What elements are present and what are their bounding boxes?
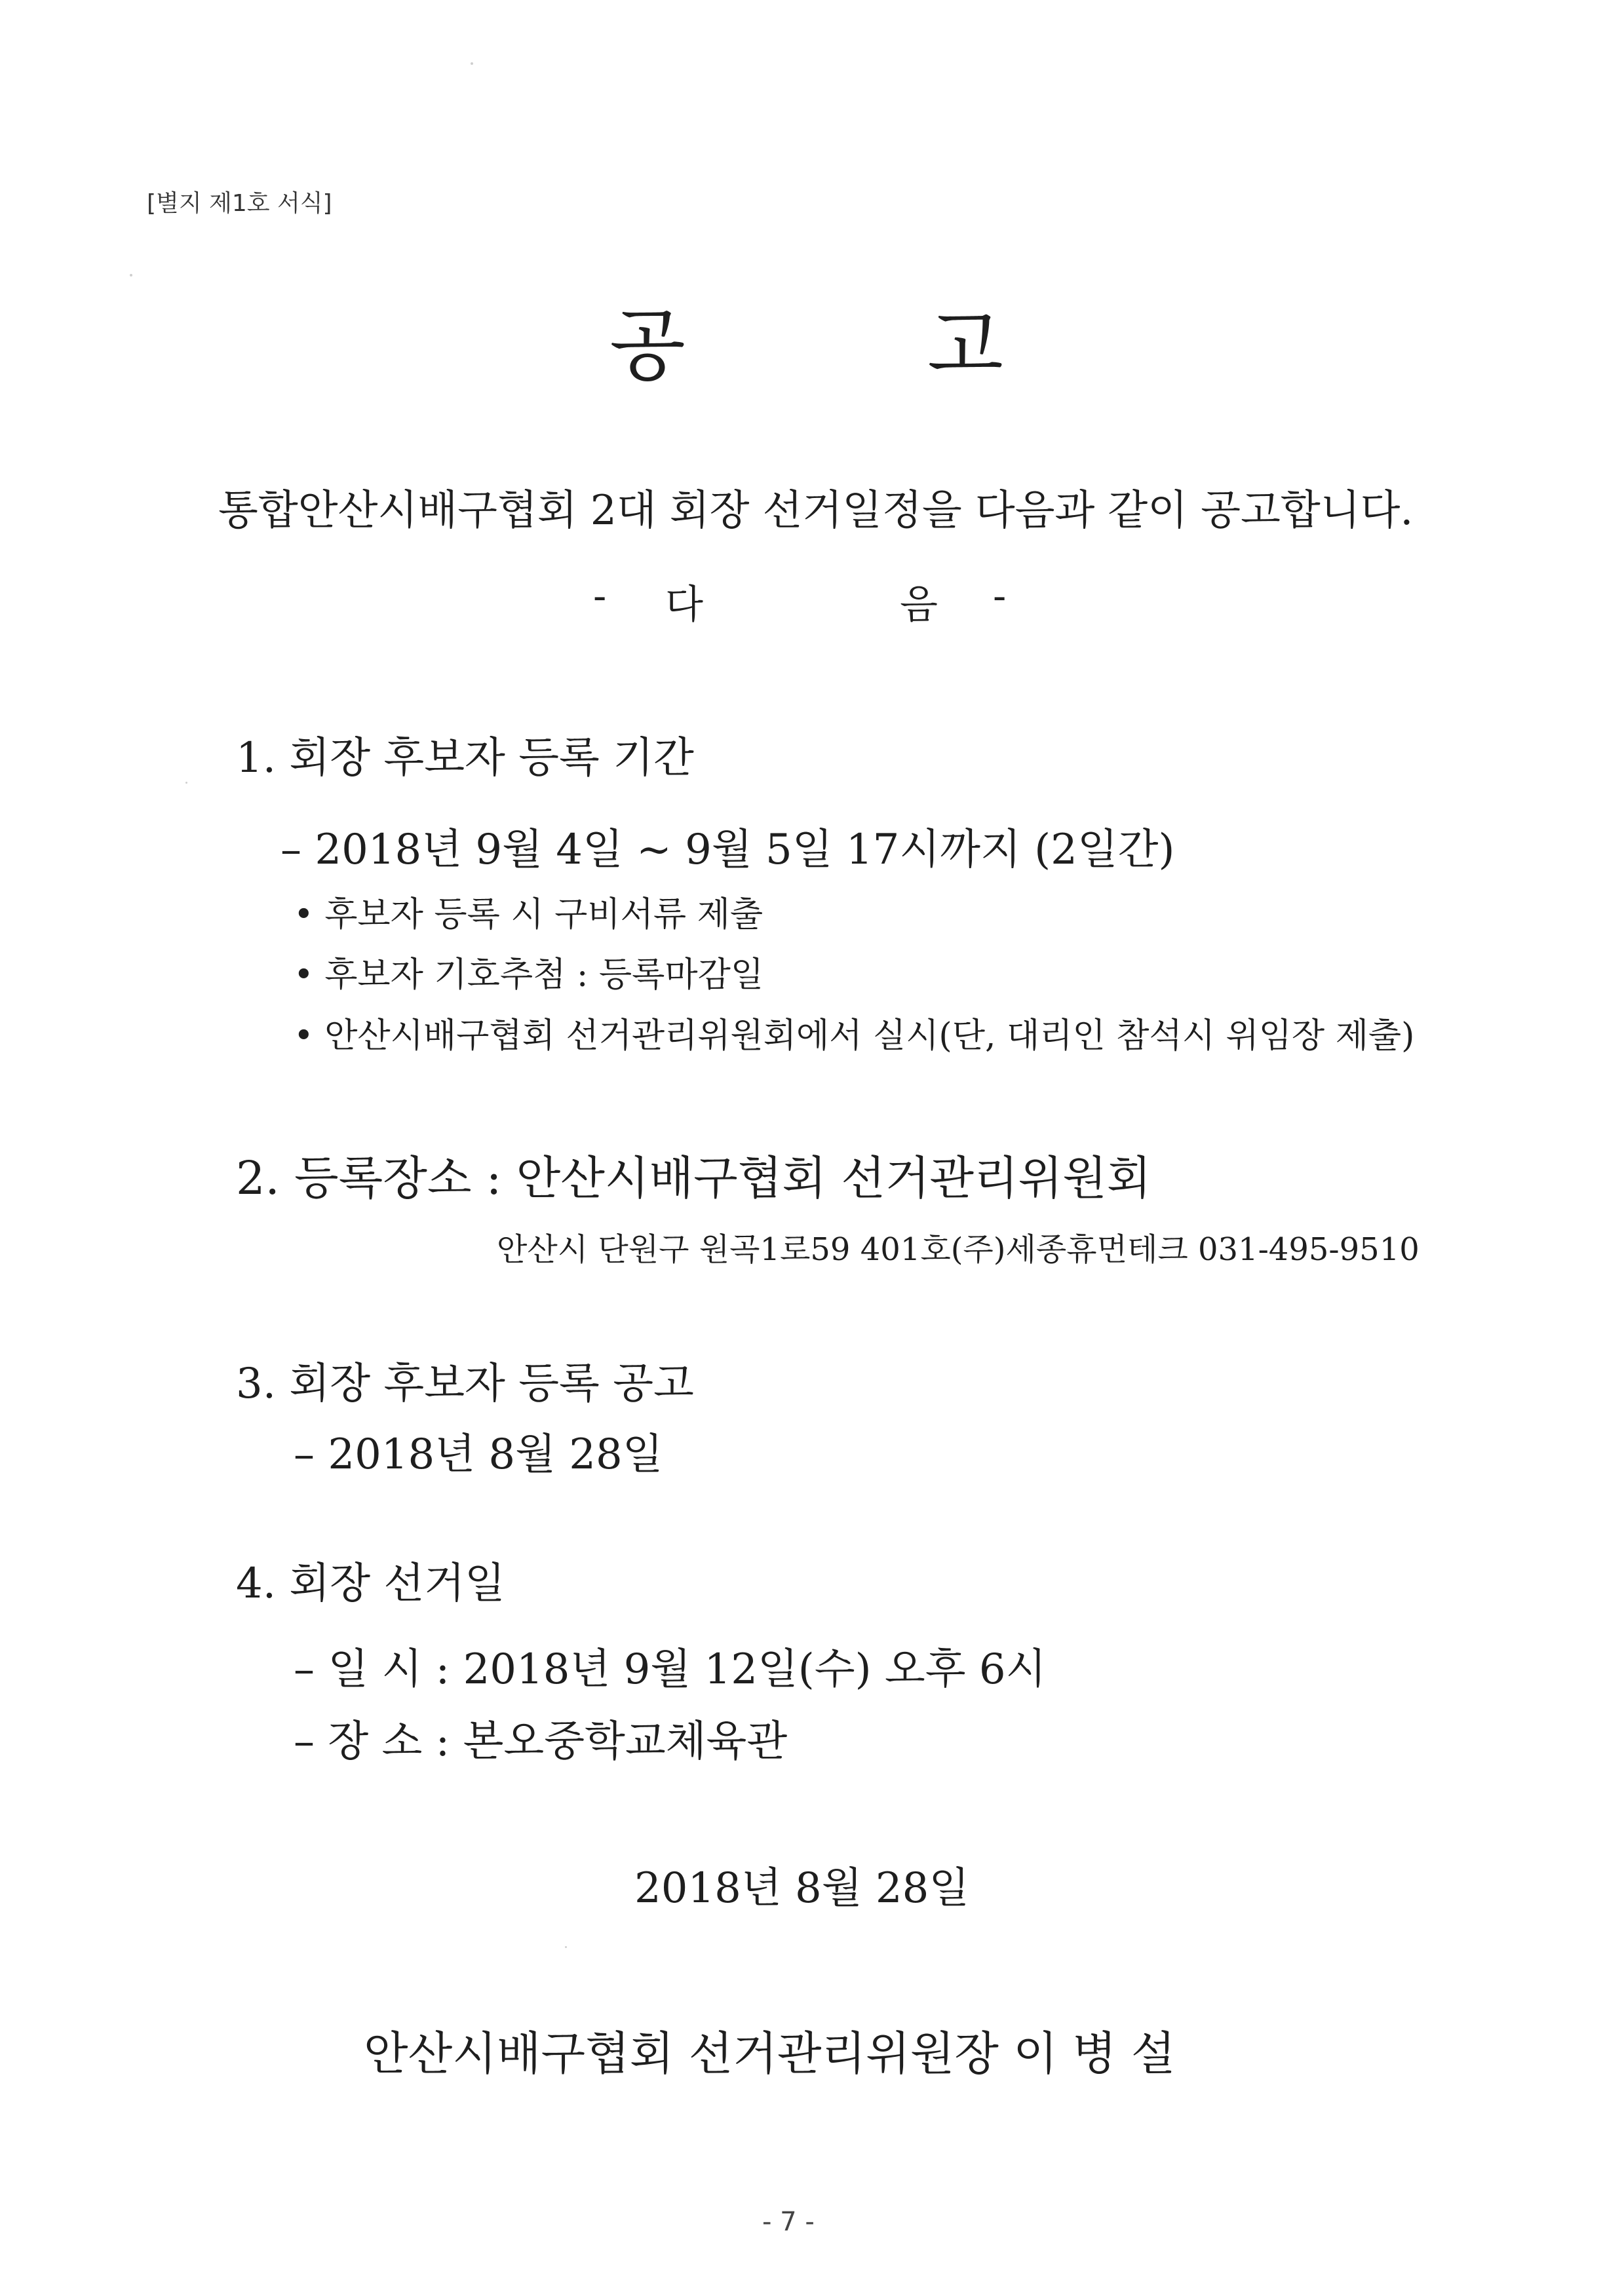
scan-speck <box>471 62 473 65</box>
section2-heading: 2. 등록장소 : 안산시배구협회 선거관리위원회 <box>236 1151 1151 1205</box>
section1-bullet: • 후보자 기호추첨 : 등록마감일 <box>294 955 764 995</box>
form-tag: [별지 제1호 서식] <box>147 190 332 217</box>
section3-heading: 3. 회장 후보자 등록 공고 <box>236 1360 694 1408</box>
page-number: - 7 - <box>762 2207 815 2237</box>
title-char-left: 공 <box>609 301 687 392</box>
section2-address: 안산시 단원구 원곡1로59 401호(주)세종휴먼테크 031-495-9510 <box>497 1231 1420 1268</box>
scan-speck <box>565 1946 567 1948</box>
title-char-right: 고 <box>927 301 1005 392</box>
section4-heading: 4. 회장 선거일 <box>236 1559 505 1608</box>
scan-speck <box>130 274 132 277</box>
dagum-dash-right: - <box>993 573 1007 619</box>
section1-bullet: • 후보자 등록 시 구비서류 제출 <box>294 895 764 934</box>
dagum-char-1: 다 <box>665 582 703 628</box>
section1-heading: 1. 회장 후보자 등록 기간 <box>236 734 694 782</box>
section4-datetime: – 일 시 : 2018년 9월 12일(수) 오후 6시 <box>294 1645 1047 1694</box>
section1-bullet: • 안산시배구협회 선거관리위원회에서 실시(단, 대리인 참석시 위임장 제출) <box>294 1016 1415 1056</box>
signer-line: 안산시배구협회 선거관리위원장 이 병 설 <box>364 2027 1176 2080</box>
scan-speck <box>185 782 187 784</box>
section3-date: – 2018년 8월 28일 <box>294 1430 663 1479</box>
dagum-char-2: 음 <box>900 582 938 628</box>
notice-date: 2018년 8월 28일 <box>634 1864 970 1913</box>
intro-text: 통합안산시배구협회 2대 회장 선거일정을 다음과 같이 공고합니다. <box>218 486 1414 534</box>
section1-period: – 2018년 9월 4일 ~ 9월 5일 17시까지 (2일간) <box>280 826 1175 874</box>
dagum-dash-left: - <box>593 573 607 619</box>
section4-place: – 장 소 : 본오중학교체육관 <box>294 1717 788 1766</box>
